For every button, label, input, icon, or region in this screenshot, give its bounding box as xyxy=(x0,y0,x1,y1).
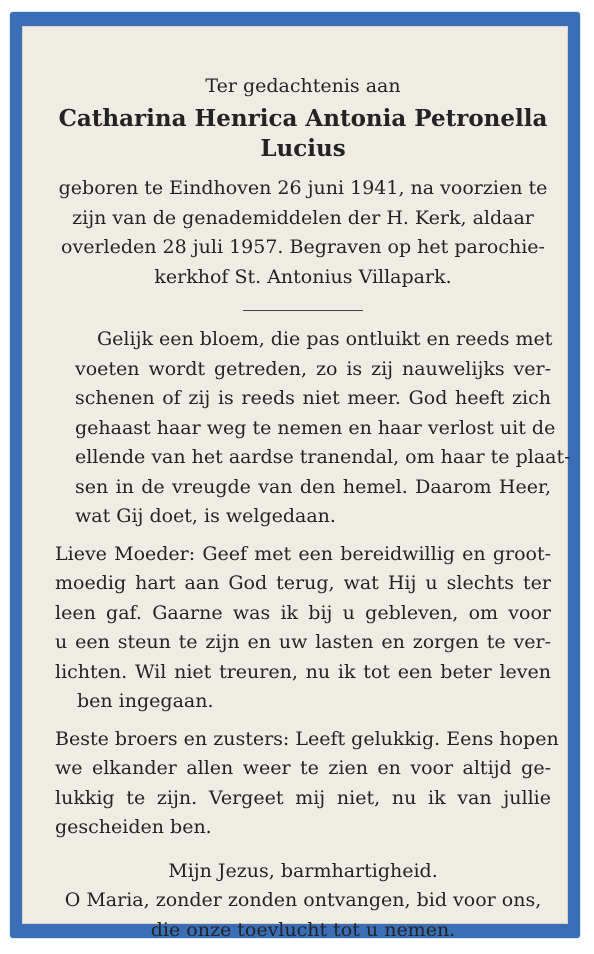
paragraph-line: Beste broers en zusters: Leeft gelukkig. Eens hopen xyxy=(55,727,559,750)
paragraph-line: wat Gij doet, is welgedaan. xyxy=(75,505,336,527)
paragraph-line: lichten. Wil niet treuren, nu ik tot een beter leven xyxy=(55,660,551,683)
deceased-name xyxy=(55,104,551,164)
prayer-line: die onze toevlucht tot u nemen. xyxy=(150,918,456,941)
paragraph-line: ellende van het aardse tranendal, om haar te plaat- xyxy=(75,446,571,468)
paragraph-line: Gelijk een bloem, die pas ontluikt en reeds met xyxy=(97,328,553,350)
deceased-name-line2: Lucius xyxy=(260,135,346,162)
paragraph-line: gescheiden ben. xyxy=(55,816,212,838)
paragraph-siblings xyxy=(55,725,559,843)
paragraph-line: lukkig te zijn. Vergeet mij niet, nu ik van jullie xyxy=(55,786,551,809)
deceased-name-line1: Catharina Henrica Antonia Petronella xyxy=(58,105,548,132)
intro-line: geboren te Eindhoven 26 juni 1941, na voorzien te xyxy=(58,177,548,199)
paragraph-line: moedig hart aan God terug, wat Hij u slechts ter xyxy=(55,572,551,594)
birth-death-details xyxy=(55,174,551,292)
intro-line: overleden 28 juli 1957. Begraven op het parochie- xyxy=(61,236,545,258)
paragraph-line: leen gaf. Gaarne was ik bij u gebleven, om voor xyxy=(55,601,551,624)
memorial-header: Ter gedachtenis aan xyxy=(205,75,401,97)
divider-rule xyxy=(243,310,363,311)
intro-line: kerkhof St. Antonius Villapark. xyxy=(154,265,452,288)
prayer-line: O Maria, zonder zonden ontvangen, bid voor ons, xyxy=(64,889,542,911)
paragraph-line: Lieve Moeder: Geef met een bereidwillig en groot- xyxy=(55,542,551,565)
card-paper xyxy=(22,26,571,941)
paragraph-line: voeten wordt getreden, zo is zij nauwelijks ver- xyxy=(75,357,551,380)
paragraph-line: schenen of zij is reeds niet meer. God heeft zich xyxy=(75,387,551,409)
paragraph-line: ben ingegaan. xyxy=(77,690,214,712)
paragraph-mother xyxy=(55,540,551,717)
closing-prayer xyxy=(55,857,551,946)
paragraph-line: sen in de vreugde van den hemel. Daarom Heer, xyxy=(75,475,551,498)
card-text xyxy=(55,67,571,945)
paragraph-line: gehaast haar weg te nemen en haar verlost uit de xyxy=(75,416,556,439)
paragraph-flower xyxy=(55,325,571,532)
paragraph-line: u een steun te zijn en uw lasten en zorgen te ver- xyxy=(55,631,551,653)
prayer-line: Mijn Jezus, barmhartigheid. xyxy=(168,859,438,882)
intro-line: zijn van de genademiddelen der H. Kerk, aldaar xyxy=(72,206,534,229)
memorial-card xyxy=(10,12,580,941)
paragraph-line: we elkander allen weer te zien en voor altijd ge- xyxy=(55,757,551,779)
